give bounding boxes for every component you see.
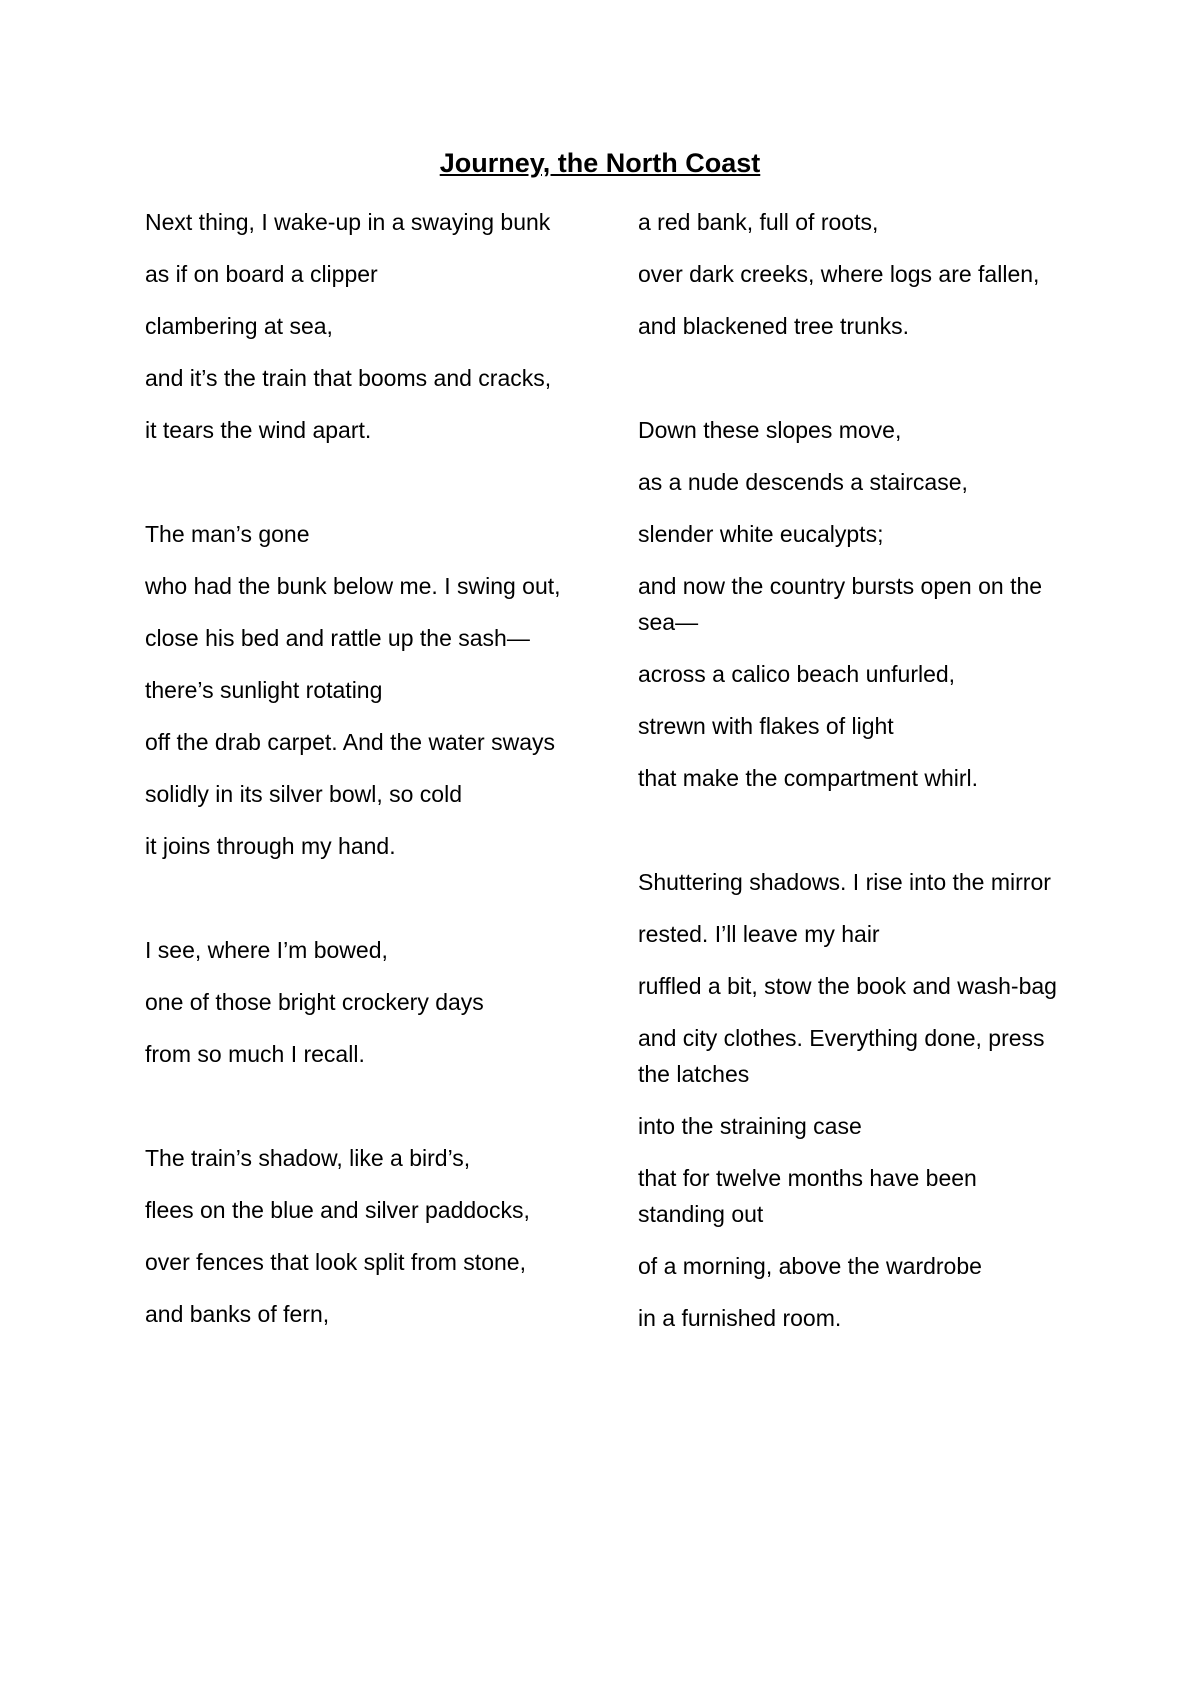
poem-line: that make the compartment whirl. [638,765,979,791]
stanza-break [145,1088,577,1124]
poem-line: of a morning, above the wardrobe [638,1253,982,1279]
poem-line: as a nude descends a staircase, [638,469,968,495]
poem-line: Shuttering shadows. I rise into the mirror [638,869,1051,895]
poem-line: strewn with flakes of light [638,713,894,739]
poem-line: into the straining case [638,1113,862,1139]
poem-line: and city clothes. Everything done, press the latches [638,1025,1045,1087]
stanza-break [145,464,577,500]
poem-line: and banks of fern, [145,1301,330,1327]
poem-line: from so much I recall. [145,1041,365,1067]
poem-line: rested. I’ll leave my hair [638,921,880,947]
poem-line: off the drab carpet. And the water sways [145,729,555,755]
poem-line: in a furnished room. [638,1305,842,1331]
poem-line: and it’s the train that booms and cracks, [145,365,552,391]
poem-line: it tears the wind apart. [145,417,372,443]
poem-line: slender white eucalypts; [638,521,884,547]
poem-line: a red bank, full of roots, [638,209,879,235]
poem-line: Next thing, I wake-up in a swaying bunk [145,209,551,235]
poem-line: The train’s shadow, like a bird’s, [145,1145,471,1171]
poem-line: flees on the blue and silver paddocks, [145,1197,530,1223]
poem-line: one of those bright crockery days [145,989,484,1015]
poem-right-column [638,204,1070,1352]
poem-line: as if on board a clipper [145,261,378,287]
poem-line: ruffled a bit, stow the book and wash-bag [638,973,1057,999]
poem-line: I see, where I’m bowed, [145,937,388,963]
poem-line: across a calico beach unfurled, [638,661,956,687]
poem-line: that for twelve months have been standing out [638,1165,977,1227]
poem-line: and blackened tree trunks. [638,313,910,339]
poem-title: Journey, the North Coast [439,148,761,178]
stanza-break [638,812,1070,848]
poem-line: it joins through my hand. [145,833,396,859]
poem-line: clambering at sea, [145,313,333,339]
poem-line: there’s sunlight rotating [145,677,383,703]
poem-line: The man’s gone [145,521,310,547]
poem-line: close his bed and rattle up the sash— [145,625,530,651]
poem-line: solidly in its silver bowl, so cold [145,781,463,807]
stanza-break [145,880,577,916]
poem-left-column [145,204,577,1348]
poem-line: Down these slopes move, [638,417,902,443]
poem-line: who had the bunk below me. I swing out, [145,573,561,599]
poem-line: and now the country bursts open on the sea— [638,573,1043,635]
poem-line: over dark creeks, where logs are fallen, [638,261,1040,287]
stanza-break [638,360,1070,396]
poem-line: over fences that look split from stone, [145,1249,526,1275]
